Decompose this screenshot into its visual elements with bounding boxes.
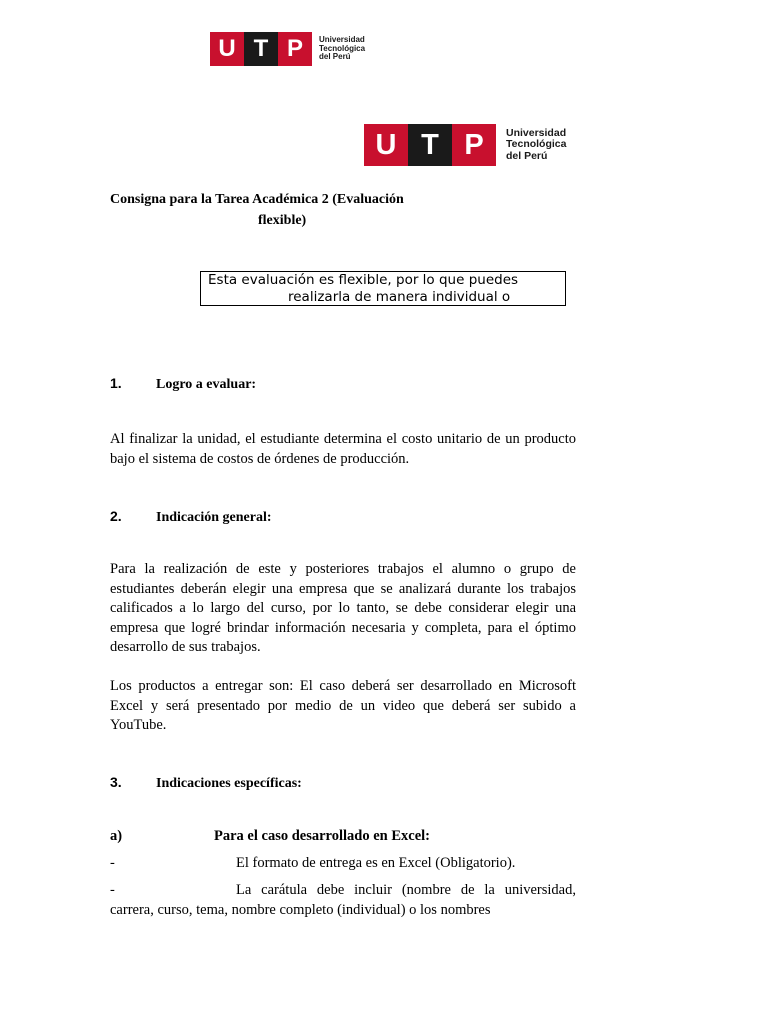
subsection-a-heading: [110, 828, 430, 845]
document-title: [110, 189, 460, 231]
logo-university-name: Universidad Tecnológica del Perú: [319, 35, 366, 62]
bullet-dash: -: [110, 855, 115, 871]
note-line-1: Esta evaluación es flexible, por lo que puedes: [208, 272, 519, 288]
section-title: Logro a evaluar:: [156, 377, 257, 392]
section-2-paragraph-2: Los productos a entregar son: El caso deberá ser desarrollado en Microsoft Excel y será presentado por medio de un video que deberá ser subido a YouTube.: [110, 678, 576, 733]
section-number: 1.: [110, 375, 122, 391]
utp-logo-small: [210, 32, 365, 66]
logo-letter-t: T: [408, 124, 452, 166]
note-line-2: realizarla de manera individual o: [288, 289, 511, 305]
logo-letter-u: U: [364, 124, 408, 166]
section-title: Indicaciones específicas:: [156, 776, 302, 791]
section-number: 3.: [110, 774, 122, 790]
section-1-heading: [110, 375, 256, 393]
subsection-title: Para el caso desarrollado en Excel:: [214, 828, 430, 844]
section-2-heading: [110, 508, 272, 526]
section-2-paragraph-1: Para la realización de este y posteriores trabajos el alumno o grupo de estudiantes deberán elegir una empresa que se analizará durante los trabajos calificados a lo largo del curso, por lo tanto, se debe considerar elegir una empresa que logré brindar información necesaria y completa, para el óptimo desarrollo de sus trabajos.: [110, 561, 576, 655]
title-line-1: Consigna para la Tarea Académica 2 (Evaluación: [110, 192, 404, 207]
logo-letter-p: P: [452, 124, 496, 166]
title-line-2: flexible): [258, 213, 307, 228]
bullet-dash: -: [110, 882, 115, 898]
bullet-item-2: [110, 881, 576, 920]
logo-letter-u: U: [210, 32, 244, 66]
bullet-text: El formato de entrega es en Excel (Obligatorio).: [236, 855, 516, 871]
utp-logo-large: [364, 124, 566, 166]
section-number: 2.: [110, 508, 122, 524]
flexible-note-box: [200, 271, 566, 306]
section-title: Indicación general:: [156, 510, 272, 525]
logo-letter-p: P: [278, 32, 312, 66]
subsection-label: a): [110, 828, 123, 844]
logo-university-name: Universidad Tecnológica del Perú: [506, 127, 567, 162]
logo-letter-t: T: [244, 32, 278, 66]
section-3-heading: [110, 774, 302, 792]
bullet-text: La carátula debe incluir (nombre de la universidad, carrera, curso, tema, nombre completo (individual) o los nombres: [110, 882, 576, 918]
section-1-text: Al finalizar la unidad, el estudiante determina el costo unitario de un producto bajo el sistema de costos de órdenes de producción.: [110, 431, 576, 467]
bullet-item-1: [110, 854, 576, 874]
